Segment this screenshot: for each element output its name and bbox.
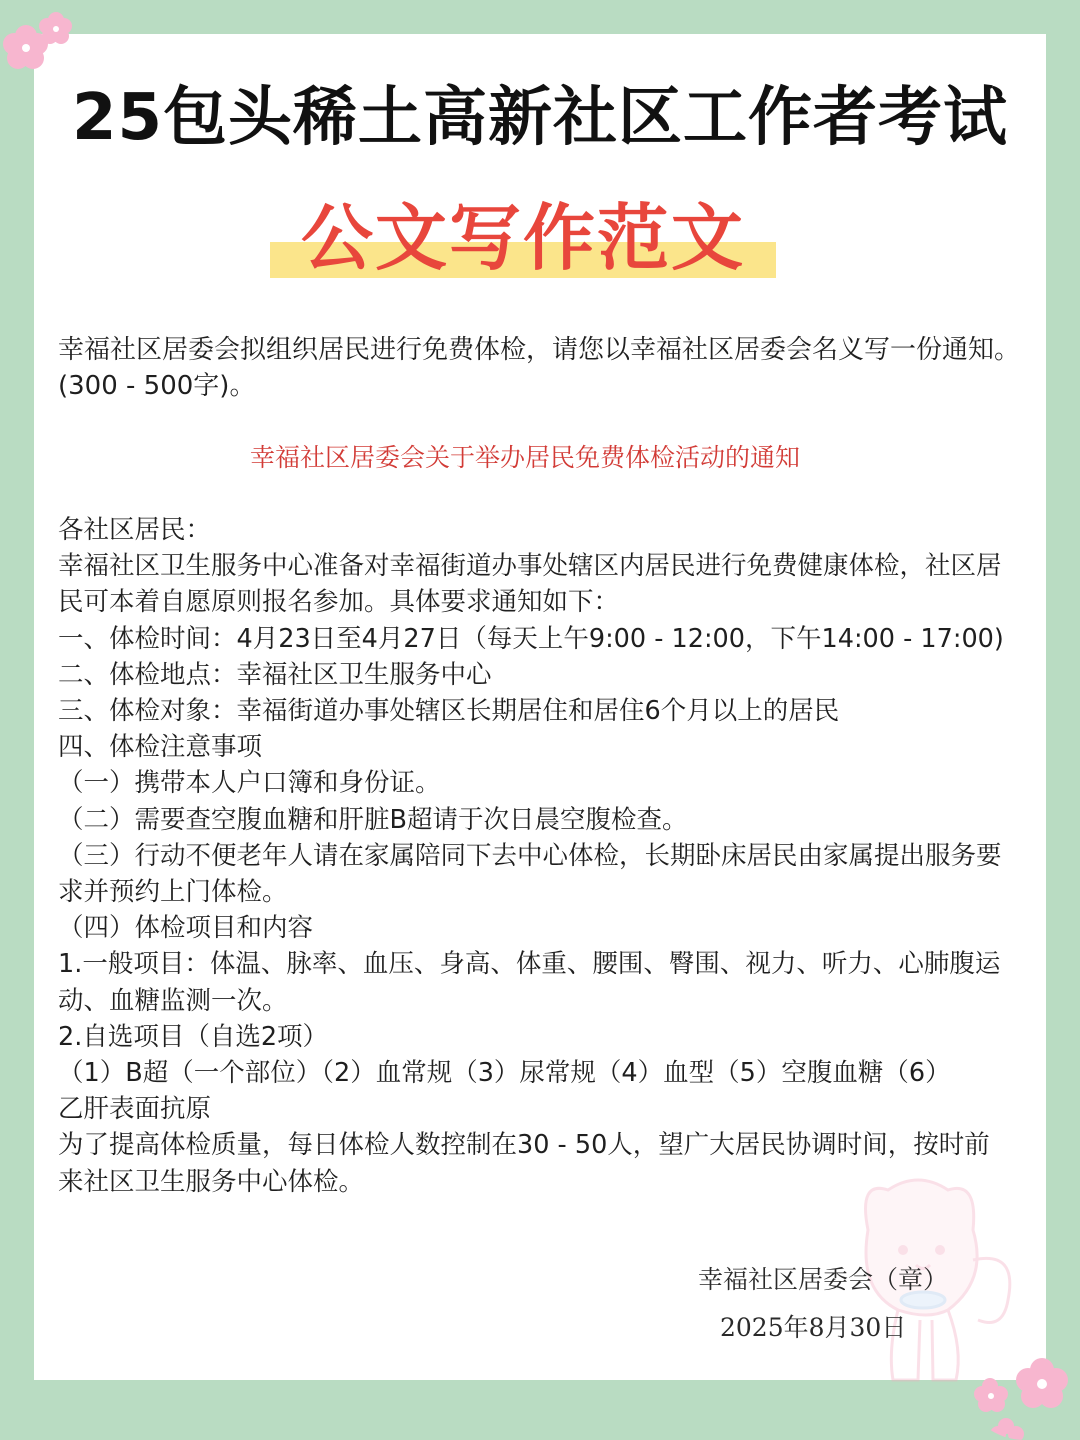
subtitle-block xyxy=(270,190,776,290)
notice-subitem: （四）体检项目和内容 xyxy=(58,913,314,944)
notice-item-target: 三、体检对象：幸福街道办事处辖区长期居住和居住6个月以上的居民 xyxy=(58,696,840,727)
signature-date: 2025年8月30日 xyxy=(720,1313,907,1342)
notice-optional-items: 2.自选项目（自选2项） xyxy=(58,1021,329,1052)
signature-block xyxy=(690,1262,1020,1346)
notice-subitem: （三）行动不便老年人请在家属陪同下去中心体检，长期卧床居民由家属提出服务要求并预约上门体检。 xyxy=(58,840,1002,908)
notice-subitem: （一）携带本人户口簿和身份证。 xyxy=(58,768,441,799)
signature-org: 幸福社区居委会（章） xyxy=(698,1265,949,1294)
exam-prompt: 幸福社区居委会拟组织居民进行免费体检，请您以幸福社区居委会名义写一份通知。(300 - 500字)。 xyxy=(58,335,1021,401)
notice-item-precautions: 四、体检注意事项 xyxy=(58,732,263,763)
notice-title: 幸福社区居委会关于举办居民免费体检活动的通知 xyxy=(249,443,800,472)
notice-subitem: （二）需要查空腹血糖和肝脏B超请于次日晨空腹检查。 xyxy=(58,804,688,835)
notice-general-items: 1.一般项目：体温、脉率、血压、身高、体重、腰围、臀围、视力、听力、心肺腹运动、血糖监测一次。 xyxy=(58,949,1001,1016)
notice-item-time: 一、体检时间：4月23日至4月27日（每天上午9:00 - 12:00，下午14:00 - 17:00) xyxy=(58,623,1004,654)
notice-optional-list: （1）B超（一个部位）（2）血常规（3）尿常规（4）血型（5）空腹血糖（6）乙肝表面抗原 xyxy=(58,1058,951,1125)
notice-item-location: 二、体检地点：幸福社区卫生服务中心 xyxy=(58,659,492,690)
notice-body xyxy=(58,512,1013,1200)
notice-salutation: 各社区居民： xyxy=(58,515,212,545)
notice-closing: 为了提高体检质量，每日体检人数控制在30 - 50人，望广大居民协调时间，按时前来社区卫生服务中心体检。 xyxy=(58,1130,990,1197)
page-title: 25包头稀土高新社区工作者考试 xyxy=(71,81,1009,155)
notice-paragraph: 幸福社区卫生服务中心准备对幸福街道办事处辖区内居民进行免费健康体检，社区居民可本着自愿原则报名参加。具体要求通知如下： xyxy=(58,551,1002,618)
page-subtitle: 公文写作范文 xyxy=(300,195,745,280)
